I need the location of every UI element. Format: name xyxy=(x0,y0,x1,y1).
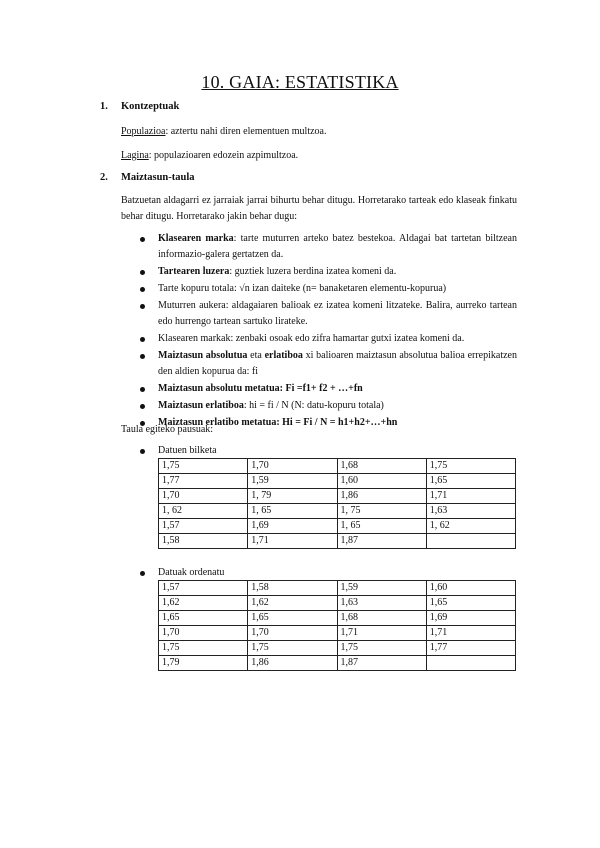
table-row xyxy=(159,656,516,671)
section-2-title: Maiztasun-taula xyxy=(121,172,195,183)
table-row xyxy=(159,581,516,596)
list-item xyxy=(121,348,517,380)
bullet-term: Maiztasun absolutu metatua: xyxy=(158,383,284,394)
table-cell: 1,68 xyxy=(337,611,426,626)
table-row xyxy=(159,519,516,534)
table-cell: 1,79 xyxy=(159,656,248,671)
list-item xyxy=(121,264,517,280)
section-2-intro: Batzuetan aldagarri ez jarraiak jarrai bihurtu behar ditugu. Horretarako tarteak edo klaseak finkatu behar ditugu. Horretarako jakin behar dugu: xyxy=(121,195,517,222)
bullet-term: Maiztasun absolutua xyxy=(158,350,248,361)
table-2-label-text: Datuak ordenatu xyxy=(158,567,225,578)
table-cell: 1,87 xyxy=(337,656,426,671)
list-item xyxy=(121,281,517,297)
bullet-formula: : hi = fi / N (N: datu-kopuru totala) xyxy=(243,400,384,411)
list-item xyxy=(121,381,517,397)
bullet-icon xyxy=(140,270,145,275)
table-cell: 1,69 xyxy=(426,611,515,626)
table-cell: 1,71 xyxy=(426,489,515,504)
table-row xyxy=(159,504,516,519)
table-cell: 1, 62 xyxy=(426,519,515,534)
table-cell: 1,62 xyxy=(159,596,248,611)
section-1-number: 1. xyxy=(100,101,108,112)
bullet-icon xyxy=(140,337,145,342)
bullet-term: Maiztasun erlatiboa xyxy=(158,400,244,411)
table-row xyxy=(159,534,516,549)
bullet-text: xi balioaren maiztasun absolutua balioa errepikatzen den aldien kopurua da: fi xyxy=(158,350,517,377)
table-cell: 1,75 xyxy=(337,641,426,656)
table-cell: 1,70 xyxy=(248,626,337,641)
sorted-data-table xyxy=(158,580,516,671)
table-cell: 1,70 xyxy=(159,489,248,504)
table-row xyxy=(159,611,516,626)
table-cell xyxy=(426,656,515,671)
table-1-label-text: Datuen bilketa xyxy=(158,445,217,456)
table-cell: 1,69 xyxy=(248,519,337,534)
table-cell: 1,70 xyxy=(248,459,337,474)
definition-lagina xyxy=(121,148,517,164)
data-collection-table xyxy=(158,458,516,549)
bullet-icon xyxy=(140,449,145,454)
table-cell: 1,58 xyxy=(159,534,248,549)
bullet-text: : √n izan daiteke (n= banaketaren elementu-kopurua) xyxy=(233,283,447,294)
bullet-text: Klasearen markak: zenbaki osoak edo zifra hamartar gutxi izatea komeni da. xyxy=(158,333,465,344)
table-cell: 1,65 xyxy=(248,611,337,626)
bullet-icon xyxy=(140,354,145,359)
table-cell: 1,71 xyxy=(337,626,426,641)
concept-list xyxy=(121,231,517,432)
table-cell: 1,58 xyxy=(248,581,337,596)
bullet-text: : tarte muturren arteko batez bestekoa. Aldagai bat tartetan biltzean informazio-galera gertatzen da. xyxy=(158,233,517,260)
bullet-term: erlatiboa xyxy=(264,350,303,361)
bullet-icon xyxy=(140,387,145,392)
table-cell: 1,71 xyxy=(248,534,337,549)
bullet-formula: : Hi = Fi / N = h1+h2+…+hn xyxy=(276,417,398,428)
table-cell: 1,59 xyxy=(248,474,337,489)
bullet-term: Tartearen luzera xyxy=(158,266,230,277)
table-row xyxy=(159,596,516,611)
table-row xyxy=(159,489,516,504)
table-cell: 1,59 xyxy=(337,581,426,596)
bullet-icon xyxy=(140,287,145,292)
page-title: 10. GAIA: ESTATISTIKA xyxy=(201,72,399,92)
table-cell: 1, 75 xyxy=(337,504,426,519)
table-cell: 1, 65 xyxy=(248,504,337,519)
table-cell: 1,57 xyxy=(159,519,248,534)
list-item xyxy=(121,331,517,347)
table-cell: 1,65 xyxy=(426,596,515,611)
table-cell: 1, 79 xyxy=(248,489,337,504)
table-cell: 1,60 xyxy=(426,581,515,596)
bullet-term: Klasearen marka xyxy=(158,233,234,244)
bullet-text: : guztiek luzera berdina izatea komeni da. xyxy=(229,266,397,277)
bullet-formula: Fi =f1+ f2 + …+fn xyxy=(283,383,363,394)
list-item xyxy=(121,231,517,263)
table-cell: 1,75 xyxy=(426,459,515,474)
table-cell: 1,63 xyxy=(337,596,426,611)
list-item xyxy=(121,398,517,414)
bullet-icon xyxy=(140,237,145,242)
bullet-icon xyxy=(140,404,145,409)
table-cell: 1,75 xyxy=(159,459,248,474)
table-cell: 1,62 xyxy=(248,596,337,611)
list-item xyxy=(121,298,517,330)
table-cell: 1,86 xyxy=(248,656,337,671)
table-cell: 1,60 xyxy=(337,474,426,489)
table-cell: 1,75 xyxy=(159,641,248,656)
table-cell: 1,77 xyxy=(426,641,515,656)
bullet-icon xyxy=(140,304,145,309)
definition-populazioa xyxy=(121,124,517,140)
table-cell xyxy=(426,534,515,549)
table-cell: 1,71 xyxy=(426,626,515,641)
table-cell: 1,77 xyxy=(159,474,248,489)
definition-text: : populazioaren edozein azpimultzoa. xyxy=(148,150,299,161)
bullet-term: Tarte kopuru totala xyxy=(158,283,234,294)
table-cell: 1,75 xyxy=(248,641,337,656)
term-lagina: Lagina xyxy=(121,150,149,161)
table-cell: 1,65 xyxy=(426,474,515,489)
table-cell: 1,65 xyxy=(159,611,248,626)
table-2-label xyxy=(121,566,224,580)
bullet-term: Maiztasun erlatibo metatua xyxy=(158,417,277,428)
bullet-text: Muturren aukera: aldagaiaren balioak ez izatea komeni litzateke. Balira, aurreko tartean edo hurrengo tartean sartuko lirateke. xyxy=(158,300,517,327)
table-cell: 1,57 xyxy=(159,581,248,596)
definition-text: : aztertu nahi diren elementuen multzoa. xyxy=(165,126,327,137)
table-cell: 1, 65 xyxy=(337,519,426,534)
table-row xyxy=(159,459,516,474)
term-populazioa: Populazioa xyxy=(121,126,166,137)
table-row xyxy=(159,641,516,656)
section-2-number: 2. xyxy=(100,172,108,183)
bullet-text: eta xyxy=(247,350,265,361)
table-cell: 1,86 xyxy=(337,489,426,504)
table-row xyxy=(159,626,516,641)
table-cell: 1,87 xyxy=(337,534,426,549)
table-cell: 1,68 xyxy=(337,459,426,474)
table-cell: 1, 62 xyxy=(159,504,248,519)
table-row xyxy=(159,474,516,489)
table-cell: 1,63 xyxy=(426,504,515,519)
table-1-label xyxy=(121,444,217,458)
table-cell: 1,70 xyxy=(159,626,248,641)
section-1-title: Kontzeptuak xyxy=(121,101,180,112)
steps-intro: Taula egiteko pausuak: xyxy=(121,424,214,435)
bullet-icon xyxy=(140,571,145,576)
